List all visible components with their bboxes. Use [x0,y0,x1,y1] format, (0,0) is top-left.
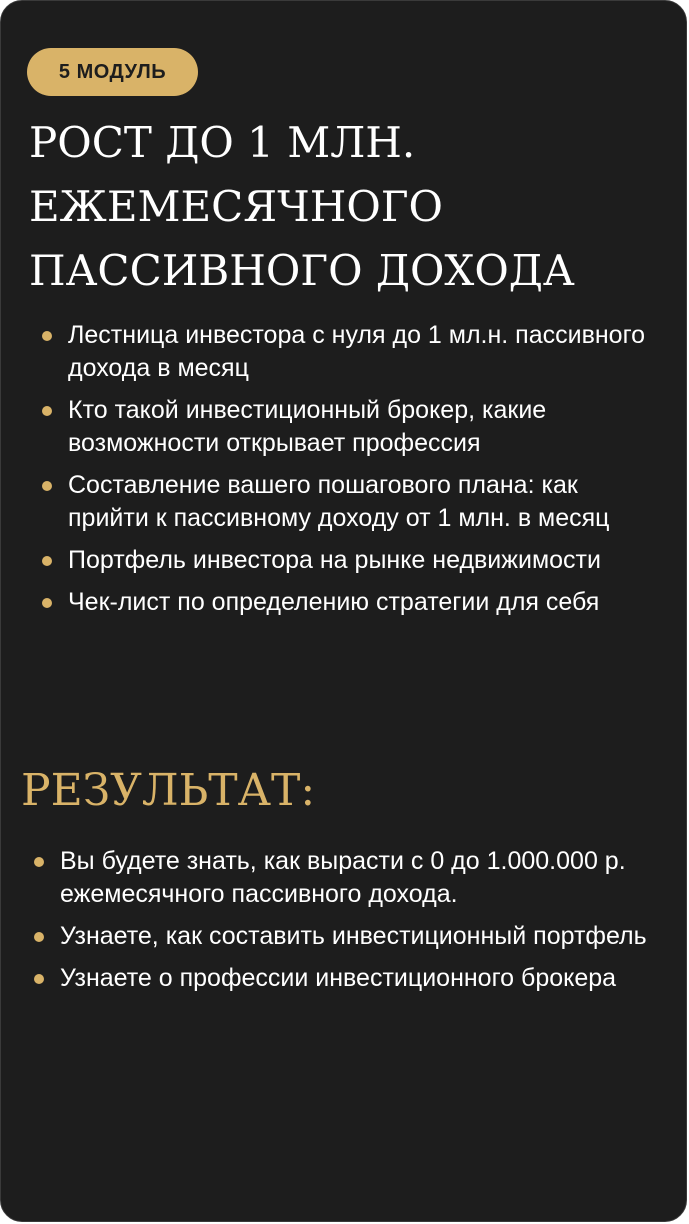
bullet-dot-icon [34,857,44,867]
list-item [42,586,662,619]
bullet-dot-icon [42,481,52,491]
bullet-dot-icon [42,556,52,566]
topics-list [42,319,662,628]
list-item [34,920,654,953]
module-title-line: ПАССИВНОГО ДОХОДА [29,246,575,295]
list-item-text: Составление вашего пошагового плана: как прийти к пассивному доходу от 1 млн. в месяц [68,471,610,532]
bullet-dot-icon [42,331,52,341]
list-item-text: Кто такой инвестиционный брокер, какие возможности открывает профессия [68,396,547,457]
module-badge: 5 МОДУЛЬ [27,48,198,96]
bullet-dot-icon [34,974,44,984]
list-item [42,319,662,385]
list-item-text: Вы будете знать, как вырасти с 0 до 1.000.000 р. ежемесячного пассивного дохода. [60,847,626,908]
list-item [34,845,654,911]
list-item [42,544,662,577]
list-item-text: Портфель инвестора на рынке недвижимости [68,546,601,574]
list-item [42,469,662,535]
list-item-text: Узнаете, как составить инвестиционный портфель [60,922,647,950]
result-heading: РЕЗУЛЬТАТ: [21,765,316,816]
bullet-dot-icon [42,598,52,608]
list-item-text: Чек-лист по определению стратегии для себя [68,588,600,616]
list-item [34,962,654,995]
list-item [42,394,662,460]
bullet-dot-icon [34,932,44,942]
bullet-dot-icon [42,406,52,416]
module-title [29,111,684,303]
results-list [34,845,654,1004]
module-title-line: РОСТ ДО 1 МЛН. [29,118,416,167]
list-item-text: Лестница инвестора с нуля до 1 мл.н. пассивного дохода в месяц [68,321,646,382]
module-title-line: ЕЖЕМЕСЯЧНОГО [29,182,443,231]
list-item-text: Узнаете о профессии инвестиционного брокера [60,964,617,992]
